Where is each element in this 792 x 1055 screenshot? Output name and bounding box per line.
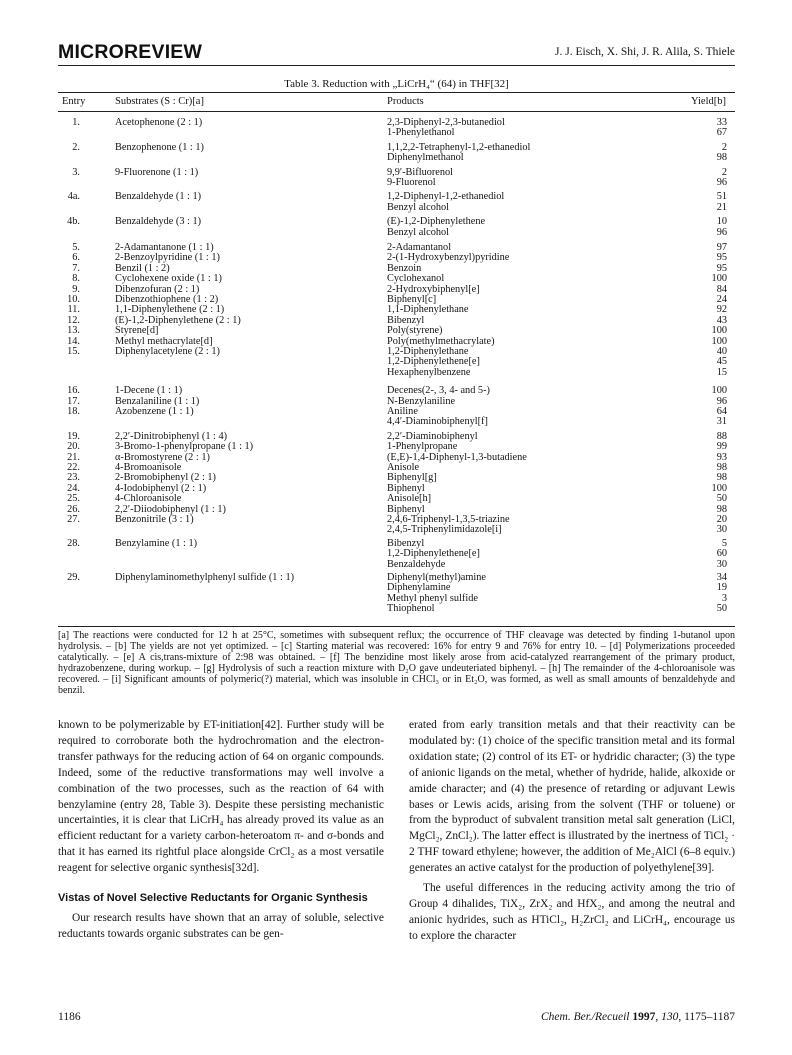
cell-entry: 11. — [67, 304, 80, 316]
cell-yield: 88 — [716, 430, 727, 442]
running-authors: J. J. Eisch, X. Shi, J. R. Alila, S. Thiele — [549, 46, 735, 58]
cell-product: Biphenyl — [387, 482, 425, 494]
page-header — [58, 43, 735, 66]
cell-yield: 84 — [716, 283, 727, 295]
cell-entry: 22. — [67, 462, 80, 473]
cell-yield: 100 — [711, 335, 727, 347]
table-row — [58, 368, 735, 379]
cell-product: Diphenylamine — [387, 582, 451, 594]
table-row — [58, 604, 735, 615]
table-row — [58, 128, 735, 139]
cell-yield: 96 — [716, 226, 727, 238]
cell-product: Hexaphenylbenzene — [387, 366, 471, 378]
cell-yield: 21 — [716, 201, 727, 213]
cell-substrate: Acetophenone (2 : 1) — [115, 117, 203, 128]
cell-yield: 92 — [716, 304, 727, 316]
cell-substrate: 2,2′-Diiodobiphenyl (1 : 1) — [115, 503, 226, 515]
cell-entry: 24. — [67, 482, 80, 494]
cell-product: Cyclohexanol — [387, 273, 445, 285]
body-paragraph: The useful differences in the reducing activity among the trio of Group 4 dihalides, TiX₂, ZrX₂ and HfX₂, and among the neutral and anionic hydrides, such as HTiCl₂, H₂ZrCl₂ and LiCrH₄, encourage us to explore the character — [409, 882, 735, 942]
cell-substrate: 2-Bromobiphenyl (2 : 1) — [115, 472, 216, 484]
cell-substrate: Diphenylaminomethylphenyl sulfide (1 : 1) — [115, 572, 295, 583]
cell-product: Anisole[h] — [387, 493, 432, 505]
cell-product: 2-Hydroxybiphenyl[e] — [387, 283, 480, 295]
cell-substrate: α-Bromostyrene (2 : 1) — [115, 451, 210, 463]
cell-yield: 95 — [716, 262, 727, 274]
cell-yield: 19 — [716, 582, 727, 594]
cell-entry: 5. — [72, 242, 80, 253]
cell-entry: 1. — [72, 117, 80, 128]
cell-yield: 100 — [711, 273, 727, 285]
cell-yield: 30 — [716, 558, 727, 570]
journal-section-label: MICROREVIEW — [58, 41, 203, 63]
cell-yield: 15 — [716, 366, 727, 378]
table-header-rule — [58, 111, 735, 112]
cell-yield: 45 — [716, 356, 727, 368]
cell-substrate: 2-Adamantanone (1 : 1) — [115, 242, 214, 253]
cell-substrate: Azobenzene (1 : 1) — [115, 406, 194, 417]
body-paragraph: Our research results have shown that an array of soluble, selective reductants towards organic substrates can be gen- — [58, 911, 384, 940]
cell-yield: 100 — [711, 325, 727, 337]
cell-yield: 33 — [716, 117, 727, 128]
citation-pages: , 1175–1187 — [678, 1011, 735, 1023]
column-header-yield: Yield[b] — [691, 96, 726, 107]
cell-product: 2,3-Diphenyl-2,3-butanediol — [387, 117, 505, 128]
cell-entry: 23. — [67, 472, 80, 484]
cell-entry: 27. — [67, 514, 80, 525]
cell-product: 1,2-Diphenylethane — [387, 346, 469, 357]
cell-entry: 4b. — [67, 216, 80, 228]
cell-product: Anisole — [387, 462, 420, 473]
cell-yield: 34 — [716, 572, 727, 583]
body-column-left — [58, 718, 384, 943]
table-row — [58, 153, 735, 164]
cell-yield: 99 — [716, 441, 727, 453]
cell-entry: 20. — [67, 441, 80, 453]
cell-yield: 98 — [716, 472, 727, 484]
cell-substrate: 1-Decene (1 : 1) — [115, 385, 183, 397]
table-footnotes: [a] The reactions were conducted for 12 h at 25°C, sometimes with subsequent reflux; the occurrence of THF cleavage was detected by finding 1-butanol upon hydrolysis. – [b] The yields are not yet optimized. – [c] Starting material was recovered: 16% for entry 9 and 76% for entry 10. – [d] Polymerizations proceeded catalytically. – [e] A cis,trans-mixture of 2:98 was obtained. – [f] The benzidine most likely arose from acid-catalyzed rearrangement of the primary product, hydrazobenzene, during workup. – [g] Hydrolysis of such a reaction mixture with D₂O gave undeuteriated biphenyl. – [h] The remainder of the 4-chloroanisole was recovered. – [i] Significant amounts of polymeric(?) material, which was insoluble in CHCl₃ or in Et₂O, was formed, as well as small amounts of benzaldehyde and benzil. — [58, 630, 735, 696]
cell-substrate: Benzaldehyde (3 : 1) — [115, 216, 202, 228]
cell-substrate: 4-Chloroanisole — [115, 493, 182, 505]
cell-product: 1,2-Diphenyl-1,2-ethanediol — [387, 191, 505, 203]
cell-product: 4,4′-Diaminobiphenyl[f] — [387, 416, 488, 428]
citation-year: 1997 — [632, 1011, 656, 1023]
body-column-right — [409, 718, 735, 945]
cell-entry: 3. — [72, 166, 80, 178]
cell-product: Benzaldehyde — [387, 558, 446, 570]
cell-yield: 20 — [716, 514, 727, 525]
table-row — [58, 228, 735, 239]
cell-substrate: 4-Bromoanisole — [115, 462, 182, 473]
cell-yield: 97 — [716, 242, 727, 253]
cell-entry: 15. — [67, 346, 80, 357]
cell-yield: 93 — [716, 451, 727, 463]
cell-yield: 50 — [716, 603, 727, 615]
cell-yield: 30 — [716, 524, 727, 536]
cell-entry: 25. — [67, 493, 80, 505]
cell-product: Diphenylmethanol — [387, 152, 464, 164]
cell-yield: 98 — [716, 462, 727, 473]
cell-product: Thiophenol — [387, 603, 435, 615]
cell-yield: 98 — [716, 503, 727, 515]
table-row — [58, 178, 735, 189]
cell-product: 2-(1-Hydroxybenzyl)pyridine — [387, 252, 510, 264]
cell-product: Benzyl alcohol — [387, 201, 450, 213]
cell-yield: 100 — [711, 482, 727, 494]
journal-citation: Chem. Ber./Recueil 1997, 130, 1175–1187 — [541, 1011, 735, 1023]
cell-yield: 96 — [716, 177, 727, 188]
cell-substrate: Benzonitrile (3 : 1) — [115, 514, 194, 525]
cell-product: 2,2′-Diaminobiphenyl — [387, 430, 478, 442]
table-bottom-rule — [58, 626, 735, 627]
table-row — [58, 525, 735, 536]
cell-substrate: Dibenzothiophene (1 : 2) — [115, 294, 219, 305]
cell-substrate: Styrene[d] — [115, 325, 159, 337]
cell-entry: 29. — [67, 572, 80, 583]
cell-substrate: 4-Iodobiphenyl (2 : 1) — [115, 482, 207, 494]
cell-substrate: Diphenylacetylene (2 : 1) — [115, 346, 220, 357]
cell-product: Poly(styrene) — [387, 325, 443, 337]
cell-yield: 5 — [721, 537, 727, 549]
cell-substrate: Cyclohexene oxide (1 : 1) — [115, 273, 222, 285]
cell-product: 2-Adamantanol — [387, 242, 452, 253]
cell-substrate: Benzophenone (1 : 1) — [115, 141, 204, 153]
cell-yield: 2 — [721, 141, 727, 153]
cell-product: 1-Phenylethanol — [387, 127, 455, 139]
cell-yield: 10 — [716, 216, 727, 228]
cell-yield: 3 — [721, 592, 727, 604]
cell-entry: 19. — [67, 430, 80, 442]
cell-substrate: Dibenzofuran (2 : 1) — [115, 283, 200, 295]
cell-entry: 26. — [67, 503, 80, 515]
cell-yield: 67 — [716, 127, 727, 139]
cell-product: Biphenyl[c] — [387, 294, 437, 305]
citation-volume: 130 — [661, 1011, 679, 1023]
page-number: 1186 — [58, 1011, 81, 1023]
cell-product: 1,1-Diphenylethane — [387, 304, 469, 316]
cell-substrate: (E)-1,2-Diphenylethene (2 : 1) — [115, 314, 241, 326]
cell-product: Methyl phenyl sulfide — [387, 592, 478, 604]
cell-product: 9,9′-Bifluorenol — [387, 166, 454, 178]
cell-yield: 95 — [716, 252, 727, 264]
cell-entry: 6. — [72, 252, 80, 264]
column-header-products: Products — [387, 96, 424, 107]
cell-entry: 16. — [67, 385, 80, 397]
cell-entry: 10. — [67, 294, 80, 305]
cell-entry: 2. — [72, 141, 80, 153]
column-header-substrates: Substrates (S : Cr)[a] — [115, 96, 204, 107]
table-row — [58, 560, 735, 571]
cell-product: N-Benzylaniline — [387, 395, 456, 407]
cell-product: Decenes(2-, 3, 4- and 5-) — [387, 385, 490, 397]
cell-product: 1,1,2,2-Tetraphenyl-1,2-ethanediol — [387, 141, 531, 153]
cell-product: 2,4,6-Triphenyl-1,3,5-triazine — [387, 514, 510, 525]
cell-product: 9-Fluorenol — [387, 177, 436, 188]
cell-substrate: 2-Benzoylpyridine (1 : 1) — [115, 252, 220, 264]
cell-product: Bibenzyl — [387, 537, 425, 549]
cell-yield: 98 — [716, 152, 727, 164]
cell-substrate: Benzalaniline (1 : 1) — [115, 395, 200, 407]
cell-product: Biphenyl[g] — [387, 472, 437, 484]
cell-yield: 31 — [716, 416, 727, 428]
cell-substrate: 2,2′-Dinitrobiphenyl (1 : 4) — [115, 430, 228, 442]
cell-yield: 43 — [716, 314, 727, 326]
cell-product: Diphenyl(methyl)amine — [387, 572, 486, 583]
cell-yield: 50 — [716, 493, 727, 505]
cell-yield: 51 — [716, 191, 727, 203]
section-heading: Vistas of Novel Selective Reductants for Organic Synthesis — [58, 892, 368, 905]
cell-yield: 24 — [716, 294, 727, 305]
cell-entry: 9. — [72, 283, 80, 295]
cell-entry: 7. — [72, 262, 80, 274]
cell-entry: 14. — [67, 335, 80, 347]
cell-product: 1-Phenylpropane — [387, 441, 458, 453]
cell-substrate: Methyl methacrylate[d] — [115, 335, 213, 347]
body-paragraph: known to be polymerizable by ET-initiation[42]. Further study will be required to corroborate both the hydrochromation and the electron-transfer pathways for the reducing action of 64 on organic compounds. Indeed, some of the reductive transformations may well involve a combination of the two processes, such as the reaction of 64 with benzylamine (entry 28, Table 3). Despite these persisting mechanistic uncertainties, it is clear that LiCrH₄ has already proved its value as an efficient reductant for a variety carbon-heteroatom π- and σ-bonds and that it has earned its rightful place alongside CrCl₂ as a most versatile reagent for selective organic synthesis[32d]. — [58, 719, 384, 875]
cell-product: 1,2-Diphenylethene[e] — [387, 548, 480, 560]
cell-yield: 60 — [716, 548, 727, 560]
cell-entry: 28. — [67, 537, 80, 549]
cell-yield: 40 — [716, 346, 727, 357]
table-caption: Table 3. Reduction with „LiCrH₄“ (64) in THF[32] — [284, 78, 509, 90]
citation-journal: Chem. Ber./Recueil — [541, 1011, 630, 1023]
cell-entry: 4a. — [67, 191, 80, 203]
cell-yield: 2 — [721, 166, 727, 178]
cell-substrate: 9-Fluorenone (1 : 1) — [115, 166, 199, 178]
body-paragraph: erated from early transition metals and that their reactivity can be modulated by: (1) choice of the specific transition metal and its formal oxidation state; (2) control of its ET- or hydridic character; (3) the type of anionic ligands on the metal, whether of hydride, halide, alkoxide or amide character; and (4) the presence of retarding or adjuvant Lewis bases or Lewis acids, arising from the solvent (THF or toluene) or from the byproduct of subvalent transition metal salt generation (LiCl, MgCl₂, ZnCl₂). The latter effect is illustrated by the inertness of TiCl₂ · 2 THF toward ethylene; however, the addition of Me₂AlCl (6–8 equiv.) generates an active catalyst for the production of polyethylene[39]. — [409, 719, 735, 875]
cell-entry: 17. — [67, 395, 80, 407]
cell-product: (E,E)-1,4-Diphenyl-1,3-butadiene — [387, 451, 527, 463]
cell-entry: 12. — [67, 314, 80, 326]
cell-substrate: Benzylamine (1 : 1) — [115, 537, 198, 549]
cell-product: 2,4,5-Triphenylimidazole[i] — [387, 524, 502, 536]
cell-product: Biphenyl — [387, 503, 425, 515]
cell-yield: 100 — [711, 385, 727, 397]
table-row — [58, 203, 735, 214]
cell-substrate: 3-Bromo-1-phenylpropane (1 : 1) — [115, 441, 254, 453]
cell-product: 1,2-Diphenylethene[e] — [387, 356, 480, 368]
cell-product: Benzoin — [387, 262, 422, 274]
cell-yield: 96 — [716, 395, 727, 407]
cell-yield: 64 — [716, 406, 727, 417]
cell-product: Bibenzyl — [387, 314, 425, 326]
cell-entry: 21. — [67, 451, 80, 463]
cell-product: Benzyl alcohol — [387, 226, 450, 238]
column-header-entry: Entry — [62, 96, 86, 107]
cell-entry: 18. — [67, 406, 80, 417]
cell-substrate: Benzaldehyde (1 : 1) — [115, 191, 202, 203]
cell-entry: 13. — [67, 325, 80, 337]
cell-entry: 8. — [72, 273, 80, 285]
cell-product: Aniline — [387, 406, 418, 417]
cell-substrate: Benzil (1 : 2) — [115, 262, 170, 274]
cell-substrate: 1,1-Diphenylethene (2 : 1) — [115, 304, 225, 316]
cell-product: Poly(methylmethacrylate) — [387, 335, 495, 347]
table-top-rule — [58, 92, 735, 93]
table-row — [58, 417, 735, 428]
cell-product: (E)-1,2-Diphenylethene — [387, 216, 486, 228]
